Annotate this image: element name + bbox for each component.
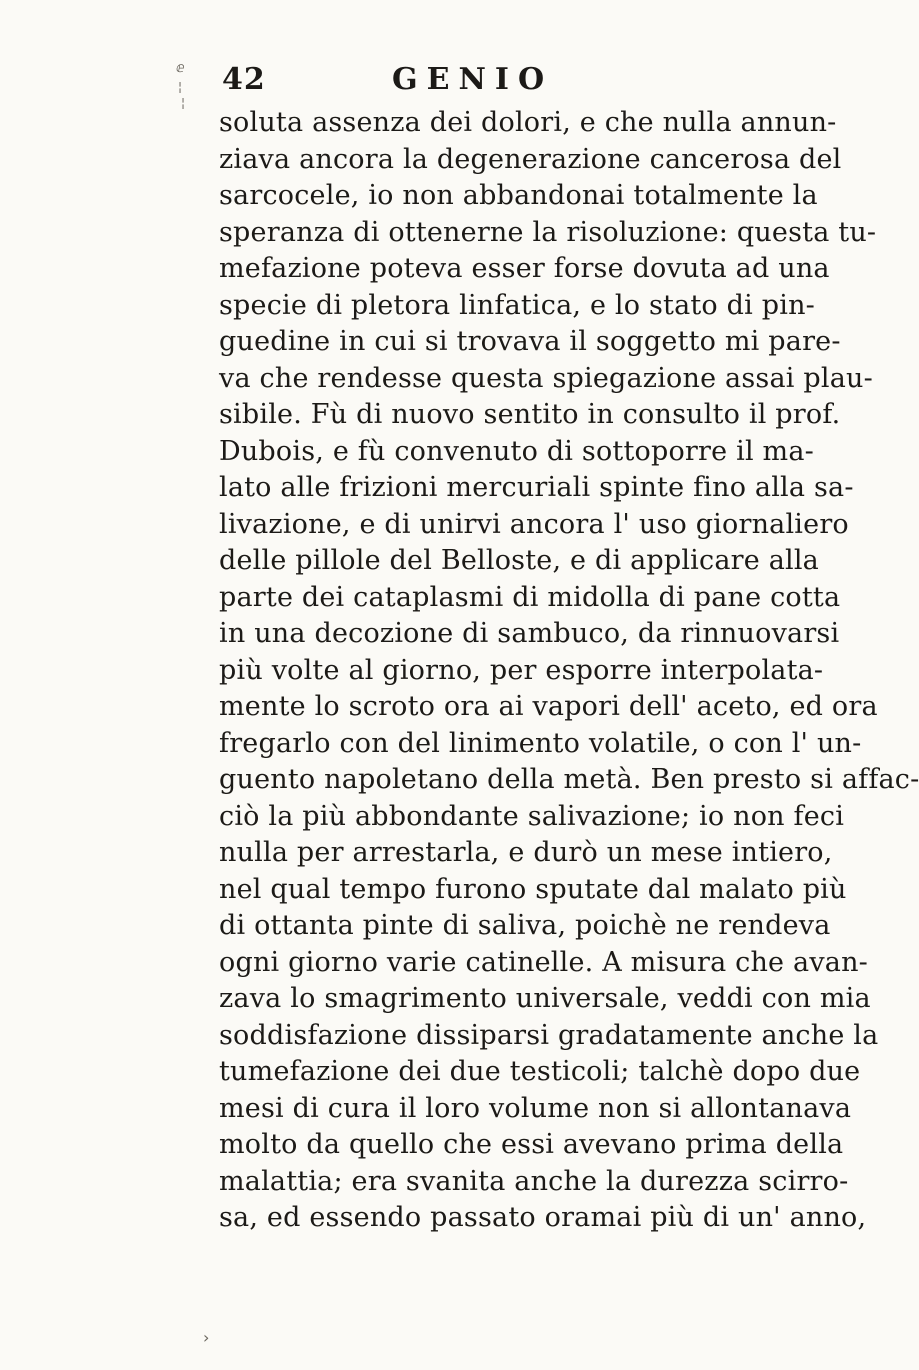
text-line: va che rendesse questa spiegazione assai plau- <box>219 362 873 394</box>
text-line: molto da quello che essi avevano prima della <box>219 1129 844 1160</box>
text-line: mesi di cura il loro volume non si allontanava <box>219 1092 852 1124</box>
text-line: ciò la più abbondante salivazione; io non feci <box>219 800 845 832</box>
text-line: fregarlo con del linimento volatile, o con l' un- <box>219 727 862 759</box>
text-line: livazione, e di unirvi ancora l' uso giornaliero <box>219 508 849 540</box>
running-title: GENIO <box>392 62 554 97</box>
text-line: sa, ed essendo passato oramai più di un' anno, <box>219 1202 867 1233</box>
text-line: tumefazione dei due testicoli; talchè dopo due <box>219 1056 861 1087</box>
text-line: zava lo smagrimento universale, veddi con mia <box>219 983 871 1014</box>
margin-mark: ¦ <box>181 96 186 110</box>
page-number: 42 <box>222 62 266 97</box>
text-line: nulla per arrestarla, e durò un mese intiero, <box>219 837 833 868</box>
text-line: speranza di ottenerne la risoluzione: questa tu- <box>219 216 877 248</box>
body-text <box>219 105 919 1237</box>
text-line: mente lo scroto ora ai vapori dell' aceto, ed ora <box>219 691 878 722</box>
text-line: sarcocele, io non abbandonai totalmente la <box>219 180 818 211</box>
margin-mark: ⅇ <box>176 60 185 76</box>
text-line: nel qual tempo furono sputate dal malato più <box>219 873 847 905</box>
text-line: sibile. Fù di nuovo sentito in consulto il prof. <box>219 399 841 430</box>
text-line: soddisfazione dissiparsi gradatamente anche la <box>219 1019 879 1051</box>
text-line: parte dei cataplasmi di midolla di pane cotta <box>219 581 841 613</box>
text-line: guento napoletano della metà. Ben presto si affac- <box>219 764 919 795</box>
margin-mark: ¦ <box>178 80 183 94</box>
margin-mark: › <box>203 1328 210 1347</box>
text-line: malattia; era svanita anche la durezza scirro- <box>219 1165 849 1197</box>
text-line: Dubois, e fù convenuto di sottoporre il ma- <box>219 435 814 467</box>
text-line: soluta assenza dei dolori, e che nulla annun- <box>219 107 837 138</box>
page-header <box>222 62 782 102</box>
text-line: in una decozione di sambuco, da rinnuovarsi <box>219 618 840 649</box>
text-line: ogni giorno varie catinelle. A misura che avan- <box>219 946 868 978</box>
text-line: ziava ancora la degenerazione cancerosa del <box>219 143 842 175</box>
text-line: specie di pletora linfatica, e lo stato di pin- <box>219 289 816 321</box>
text-line: più volte al giorno, per esporre interpolata- <box>219 654 824 686</box>
text-line: mefazione poteva esser forse dovuta ad una <box>219 253 830 284</box>
text-line: delle pillole del Belloste, e di applicare alla <box>219 545 819 576</box>
text-line: di ottanta pinte di saliva, poichè ne rendeva <box>219 910 831 941</box>
text-line: lato alle frizioni mercuriali spinte fino alla sa- <box>219 472 854 503</box>
text-line: guedine in cui si trovava il soggetto mi pare- <box>219 326 841 357</box>
